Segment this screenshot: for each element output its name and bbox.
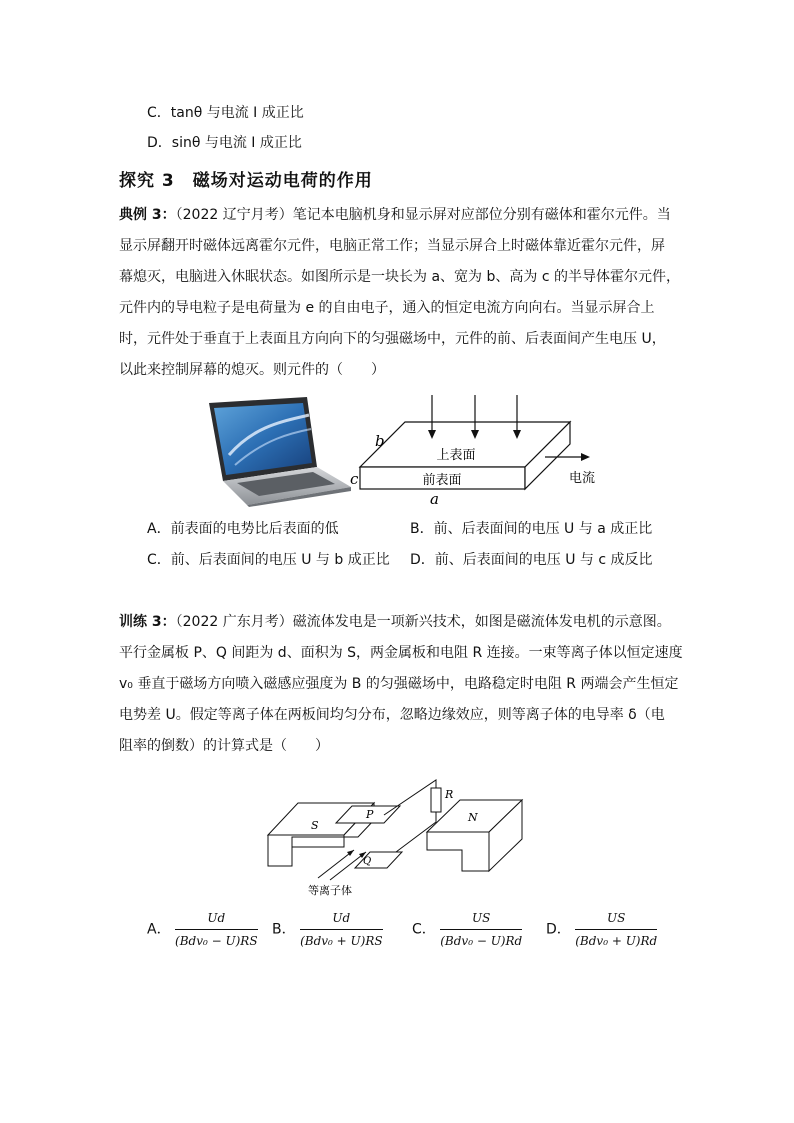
example3-line-5: 时，元件处于垂直于上表面且方向向下的匀强磁场中，元件的前、后表面间产生电压 U， xyxy=(119,331,666,347)
training3-line-3: v₀ 垂直于磁场方向喷入磁感应强度为 B 的匀强磁场中，电路稳定时电阻 R 两端会产生恒定 xyxy=(119,676,679,692)
resistor-r-label: R xyxy=(445,788,454,801)
example3-line-1: 典例 3：（2022 辽宁月考）笔记本电脑机身和显示屏对应部位分别有磁体和霍尔元件。当 xyxy=(119,207,671,223)
example3-line-3: 幕熄灭，电脑进入休眠状态。如图所示是一块长为 a、宽为 b、高为 c 的半导体霍尔元件， xyxy=(119,269,680,285)
example3-option-a: A．前表面的电势比后表面的低 xyxy=(147,521,339,537)
training3-line-5: 阻率的倒数）的计算式是（ ） xyxy=(119,738,329,754)
example3-option-c: C．前、后表面间的电压 U 与 b 成正比 xyxy=(147,552,390,568)
hall-element-diagram xyxy=(345,392,595,507)
fraction-b: $\frac{Ud}{\text{(Bdv₀ + U)RS}}$ xyxy=(300,908,383,951)
training3-line-2: 平行金属板 P、Q 间距为 d、面积为 S，两金属板和电阻 R 连接。一束等离子体以恒定速度 xyxy=(119,645,683,661)
magnet-s-label: S xyxy=(311,819,319,832)
dim-c-label: c xyxy=(350,470,359,488)
laptop-illustration xyxy=(205,395,355,507)
fraction-a: $\frac{Ud}{\text{(Bdv₀ − U)RS}}$ xyxy=(175,908,258,951)
current-label: 电流 xyxy=(569,471,595,486)
training3-label: 训练 3： xyxy=(119,614,176,630)
example3-label: 典例 3： xyxy=(119,207,176,223)
fraction-d: $\frac{US}{\text{(Bdv₀ + U)Rd}}$ xyxy=(575,908,657,951)
training3-option-a: A． $\frac{Ud}{\text{(Bdv₀ − U)RS}}$ xyxy=(147,908,258,951)
plasma-label: 等离子体 xyxy=(308,884,352,897)
dim-a-label: a xyxy=(430,490,439,507)
training3-line-4: 电势差 U。假定等离子体在两板间均匀分布，忽略边缘效应，则等离子体的电导率 δ（电 xyxy=(119,707,665,723)
training3-line-1: 训练 3：（2022 广东月考）磁流体发电是一项新兴技术，如图是磁流体发电机的示意图。 xyxy=(119,614,671,630)
example3-option-d: D．前、后表面间的电压 U 与 c 成反比 xyxy=(410,552,653,568)
section-heading: 探究 3 磁场对运动电荷的作用 xyxy=(119,171,373,191)
example3-line-6: 以此来控制屏幕的熄灭。则元件的（ ） xyxy=(119,362,385,378)
fraction-c: $\frac{US}{\text{(Bdv₀ − U)Rd}}$ xyxy=(440,908,522,951)
example3-option-b: B．前、后表面间的电压 U 与 a 成正比 xyxy=(410,521,653,537)
training3-option-b: B． $\frac{Ud}{\text{(Bdv₀ + U)RS}}$ xyxy=(272,908,383,951)
plate-p-label: P xyxy=(366,808,374,821)
example3-line-4: 元件内的导电粒子是电荷量为 e 的自由电子，通入的恒定电流方向向右。当显示屏合上 xyxy=(119,300,655,316)
plate-q-label: Q xyxy=(363,856,372,867)
top-face-label: 上表面 xyxy=(436,448,476,463)
example3-line-2: 显示屏翻开时磁体远离霍尔元件，电脑正常工作；当显示屏合上时磁体靠近霍尔元件，屏 xyxy=(119,238,665,254)
option-c-prev: C．tanθ 与电流 I 成正比 xyxy=(147,105,304,121)
training3-option-d: D． $\frac{US}{\text{(Bdv₀ + U)Rd}}$ xyxy=(546,908,657,951)
dim-b-label: b xyxy=(375,432,385,450)
front-face-label: 前表面 xyxy=(422,473,462,488)
option-d-prev: D．sinθ 与电流 I 成正比 xyxy=(147,135,302,151)
current-arrow xyxy=(581,453,590,461)
training3-option-c: C． $\frac{US}{\text{(Bdv₀ − U)Rd}}$ xyxy=(412,908,522,951)
magnet-n-label: N xyxy=(468,811,478,824)
mhd-generator-diagram xyxy=(262,770,537,902)
